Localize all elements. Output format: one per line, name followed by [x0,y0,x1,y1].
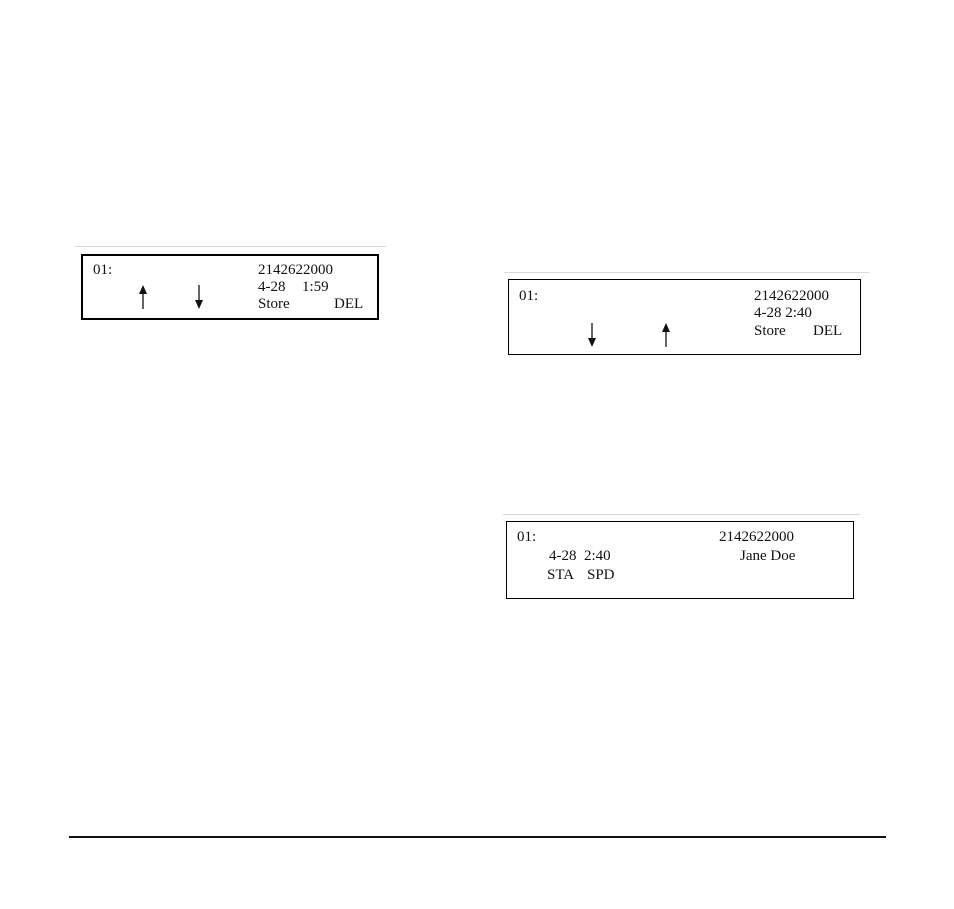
lcd-screen-2 [508,279,861,355]
lcd-screen-1 [81,254,379,320]
call-date: 4-28 [258,279,286,295]
arrow-down-icon[interactable] [194,284,204,310]
dialed-number: 2142622000 [754,288,829,304]
display-3-figure [503,514,860,600]
figure-top-rule [75,246,386,247]
line-number: 01: [517,529,537,545]
dialed-number: 2142622000 [258,262,333,278]
arrow-up-icon[interactable] [661,322,671,348]
display-1-figure [75,246,386,322]
dialed-number: 2142622000 [719,529,794,545]
del-softkey[interactable]: DEL [813,323,843,339]
figure-top-rule [504,272,869,273]
call-datetime: 4-28 2:40 [754,305,812,321]
call-datetime: 4-28 2:40 [549,548,611,564]
footer-rule [69,836,886,838]
store-softkey[interactable]: Store [258,296,290,312]
sta-softkey[interactable]: STA [547,567,575,583]
call-time: 1:59 [302,279,329,295]
arrow-down-icon[interactable] [587,322,597,348]
caller-name: Jane Doe [740,548,796,564]
arrow-up-icon[interactable] [138,284,148,310]
store-softkey[interactable]: Store [754,323,786,339]
lcd-screen-3 [506,521,854,599]
del-softkey[interactable]: DEL [334,296,364,312]
display-2-figure [504,272,869,358]
line-number: 01: [93,262,113,278]
line-number: 01: [519,288,539,304]
figure-top-rule [503,514,860,515]
spd-softkey[interactable]: SPD [587,567,615,583]
